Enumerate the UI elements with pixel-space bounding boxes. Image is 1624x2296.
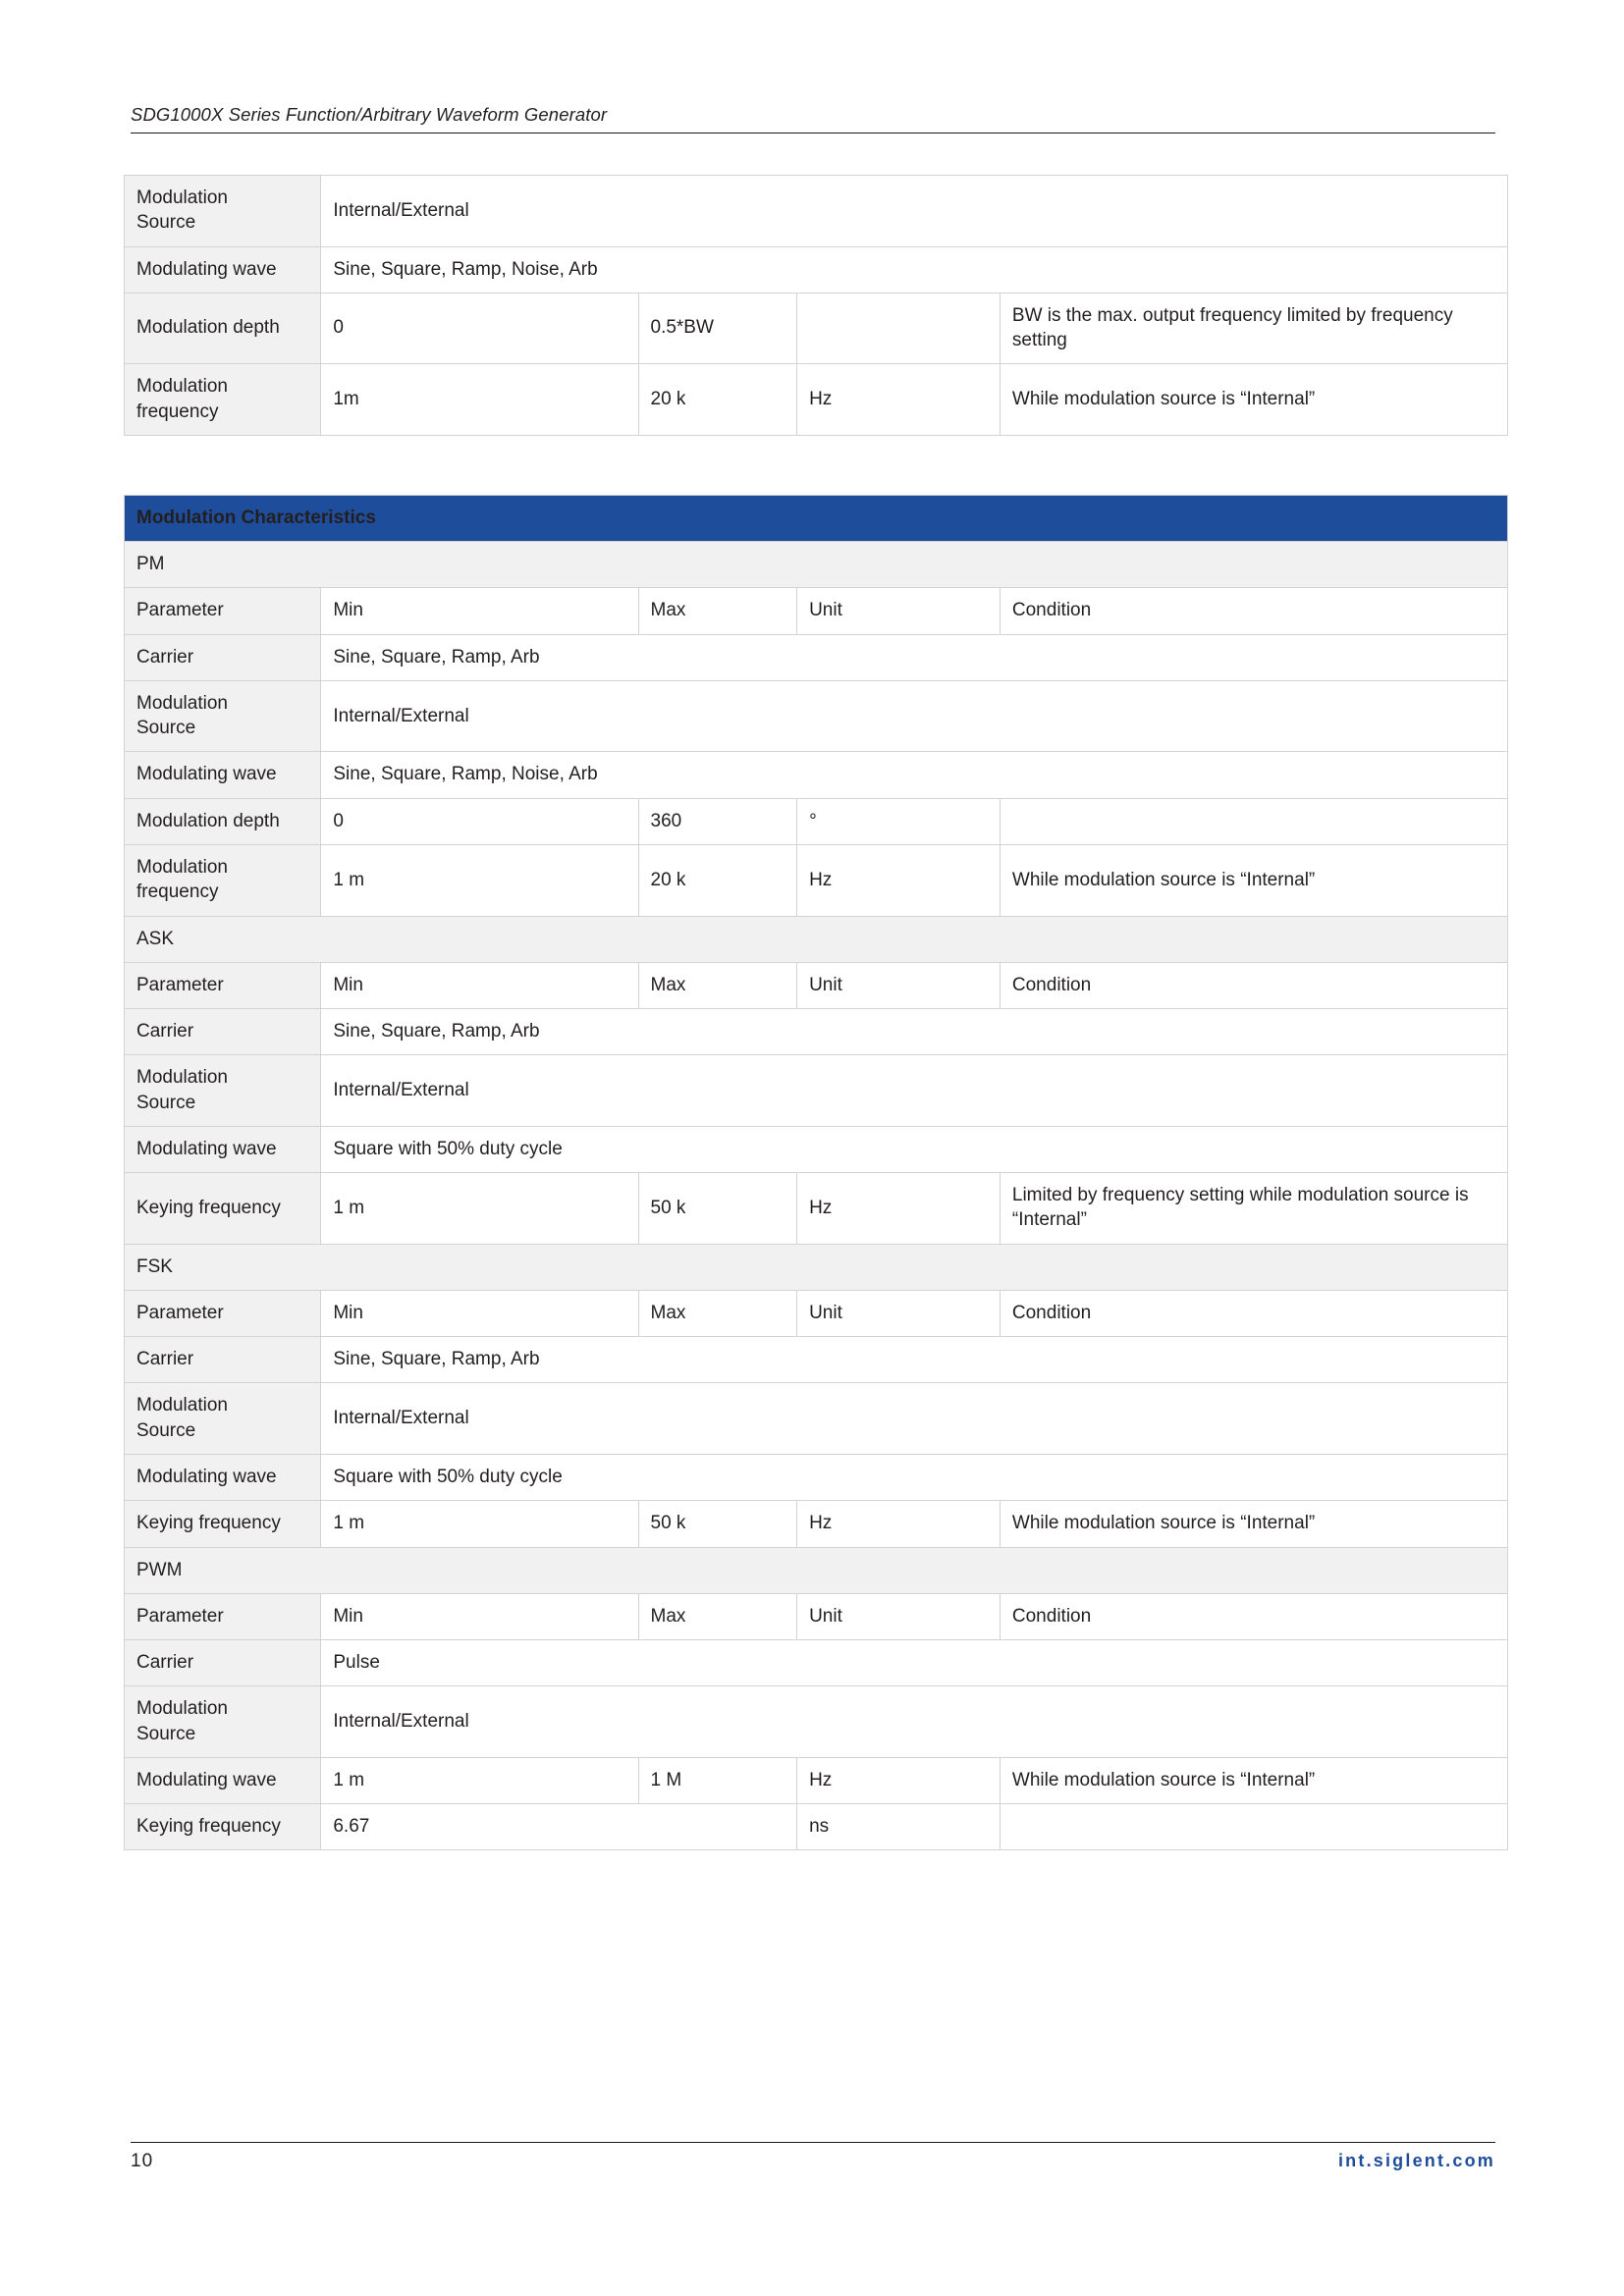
table-row: [125, 1126, 1508, 1172]
row-label-text: Modulation: [136, 187, 228, 208]
section-title-bar: [125, 495, 1508, 541]
row-value: Internal/External: [321, 1055, 1508, 1127]
row-label: [125, 680, 321, 752]
row-value: Square with 50% duty cycle: [321, 1454, 1508, 1500]
table-row: [125, 634, 1508, 680]
row-label: Modulating wave: [125, 1757, 321, 1803]
cell-condition: BW is the max. output frequency limited by frequency setting: [1000, 293, 1507, 364]
header-title: SDG1000X Series Function/Arbitrary Waveform Generator: [131, 104, 608, 125]
page-number: 10: [131, 2151, 154, 2171]
table-row: [125, 844, 1508, 916]
row-label: Modulating wave: [125, 752, 321, 798]
col-condition: Condition: [1000, 962, 1507, 1008]
table-row: [125, 1055, 1508, 1127]
row-label-text2: Source: [136, 1092, 196, 1113]
column-header-row: [125, 1290, 1508, 1336]
row-value: Sine, Square, Ramp, Arb: [321, 634, 1508, 680]
table-row: [125, 176, 1508, 247]
row-label: Modulation depth: [125, 798, 321, 844]
row-value: Sine, Square, Ramp, Noise, Arb: [321, 752, 1508, 798]
row-label: [125, 1055, 321, 1127]
col-min: Min: [321, 1593, 638, 1639]
column-header-row: [125, 588, 1508, 634]
row-label-text2: frequency: [136, 400, 219, 422]
row-label: Modulation depth: [125, 293, 321, 364]
cell-min: 1 m: [321, 1173, 638, 1245]
top-spec-table: [124, 175, 1508, 436]
cell-max: 0.5*BW: [638, 293, 797, 364]
group-header-row: [125, 542, 1508, 588]
group-name: FSK: [125, 1244, 1508, 1290]
row-label: [125, 844, 321, 916]
row-label-text: Modulation: [136, 1067, 228, 1089]
row-label: Keying frequency: [125, 1173, 321, 1245]
row-label: Modulating wave: [125, 1454, 321, 1500]
row-label-text2: Source: [136, 1723, 196, 1744]
col-max: Max: [638, 1290, 797, 1336]
cell-unit: ns: [797, 1804, 1001, 1850]
cell-unit: Hz: [797, 1173, 1001, 1245]
cell-condition: While modulation source is “Internal”: [1000, 364, 1507, 436]
table-row: [125, 1757, 1508, 1803]
cell-min: 1 m: [321, 844, 638, 916]
cell-condition: While modulation source is “Internal”: [1000, 1501, 1507, 1547]
row-label-text2: Source: [136, 212, 196, 234]
group-header-row: [125, 1244, 1508, 1290]
group-name: PM: [125, 542, 1508, 588]
col-max: Max: [638, 588, 797, 634]
table-row: [125, 1009, 1508, 1055]
page-footer: [131, 2142, 1495, 2172]
table-row: [125, 1804, 1508, 1850]
row-label: Carrier: [125, 634, 321, 680]
cell-min: 1m: [321, 364, 638, 436]
col-parameter: Parameter: [125, 962, 321, 1008]
row-label: Modulating wave: [125, 1126, 321, 1172]
cell-max: 20 k: [638, 844, 797, 916]
row-label: [125, 176, 321, 247]
group-header-row: [125, 1547, 1508, 1593]
table-row: [125, 1501, 1508, 1547]
row-label-text2: Source: [136, 718, 196, 739]
col-parameter: Parameter: [125, 588, 321, 634]
row-label-text2: frequency: [136, 881, 219, 903]
cell-max: 1 M: [638, 1757, 797, 1803]
table-row: [125, 1383, 1508, 1455]
cell-condition: While modulation source is “Internal”: [1000, 844, 1507, 916]
row-label-text: Modulation: [136, 1698, 228, 1720]
table-row: [125, 1640, 1508, 1686]
cell-condition: [1000, 798, 1507, 844]
col-unit: Unit: [797, 962, 1001, 1008]
col-min: Min: [321, 1290, 638, 1336]
section-title: Modulation Characteristics: [125, 495, 1508, 541]
col-condition: Condition: [1000, 1290, 1507, 1336]
row-value: Internal/External: [321, 176, 1508, 247]
col-condition: Condition: [1000, 1593, 1507, 1639]
table-spacer: [124, 436, 1508, 495]
cell-min: 0: [321, 293, 638, 364]
row-label: Carrier: [125, 1337, 321, 1383]
table-row: [125, 1173, 1508, 1245]
group-header-row: [125, 916, 1508, 962]
table-row: [125, 752, 1508, 798]
row-label: Carrier: [125, 1009, 321, 1055]
group-name: PWM: [125, 1547, 1508, 1593]
cell-unit: Hz: [797, 364, 1001, 436]
footer-divider: [131, 2142, 1495, 2143]
cell-max: 50 k: [638, 1173, 797, 1245]
row-label: [125, 1686, 321, 1758]
website-link[interactable]: int.siglent.com: [1337, 2151, 1495, 2170]
col-parameter: Parameter: [125, 1593, 321, 1639]
footer-row: [131, 2151, 1495, 2172]
column-header-row: [125, 962, 1508, 1008]
cell-unit: °: [797, 798, 1001, 844]
cell-unit: [797, 293, 1001, 364]
cell-max: 360: [638, 798, 797, 844]
table-row: [125, 1454, 1508, 1500]
page-header: [131, 104, 1495, 133]
column-header-row: [125, 1593, 1508, 1639]
table-row: [125, 246, 1508, 293]
row-value: Sine, Square, Ramp, Noise, Arb: [321, 246, 1508, 293]
cell-min: 0: [321, 798, 638, 844]
cell-max: 50 k: [638, 1501, 797, 1547]
group-name: ASK: [125, 916, 1508, 962]
row-label-text: Modulation: [136, 376, 228, 398]
table-row: [125, 1337, 1508, 1383]
row-label: Keying frequency: [125, 1501, 321, 1547]
row-label-text2: Source: [136, 1419, 196, 1441]
row-value: Internal/External: [321, 1686, 1508, 1758]
col-unit: Unit: [797, 1290, 1001, 1336]
cell-unit: Hz: [797, 1501, 1001, 1547]
table-row: [125, 364, 1508, 436]
row-value: Sine, Square, Ramp, Arb: [321, 1337, 1508, 1383]
table-row: [125, 293, 1508, 364]
col-max: Max: [638, 1593, 797, 1639]
row-label: Keying frequency: [125, 1804, 321, 1850]
modulation-characteristics-table: [124, 495, 1508, 1851]
cell-condition: While modulation source is “Internal”: [1000, 1757, 1507, 1803]
col-condition: Condition: [1000, 588, 1507, 634]
row-value: Pulse: [321, 1640, 1508, 1686]
row-label: Carrier: [125, 1640, 321, 1686]
cell-condition: [1000, 1804, 1507, 1850]
col-parameter: Parameter: [125, 1290, 321, 1336]
col-min: Min: [321, 588, 638, 634]
table-row: [125, 798, 1508, 844]
row-value: Sine, Square, Ramp, Arb: [321, 1009, 1508, 1055]
cell-min: 1 m: [321, 1501, 638, 1547]
col-unit: Unit: [797, 588, 1001, 634]
table-row: [125, 680, 1508, 752]
cell-unit: Hz: [797, 844, 1001, 916]
row-label-text: Modulation: [136, 856, 228, 878]
col-unit: Unit: [797, 1593, 1001, 1639]
table-row: [125, 1686, 1508, 1758]
row-label: [125, 1383, 321, 1455]
col-min: Min: [321, 962, 638, 1008]
cell-min: 1 m: [321, 1757, 638, 1803]
cell-unit: Hz: [797, 1757, 1001, 1803]
row-label: [125, 364, 321, 436]
row-label-text: Modulation: [136, 1395, 228, 1416]
row-value: Internal/External: [321, 680, 1508, 752]
col-max: Max: [638, 962, 797, 1008]
page-content: [124, 175, 1508, 1850]
cell-max: 20 k: [638, 364, 797, 436]
cell-min: 6.67: [321, 1804, 797, 1850]
row-label-text: Modulation: [136, 692, 228, 714]
row-label: Modulating wave: [125, 246, 321, 293]
row-value: Internal/External: [321, 1383, 1508, 1455]
cell-condition: Limited by frequency setting while modulation source is “Internal”: [1000, 1173, 1507, 1245]
row-value: Square with 50% duty cycle: [321, 1126, 1508, 1172]
